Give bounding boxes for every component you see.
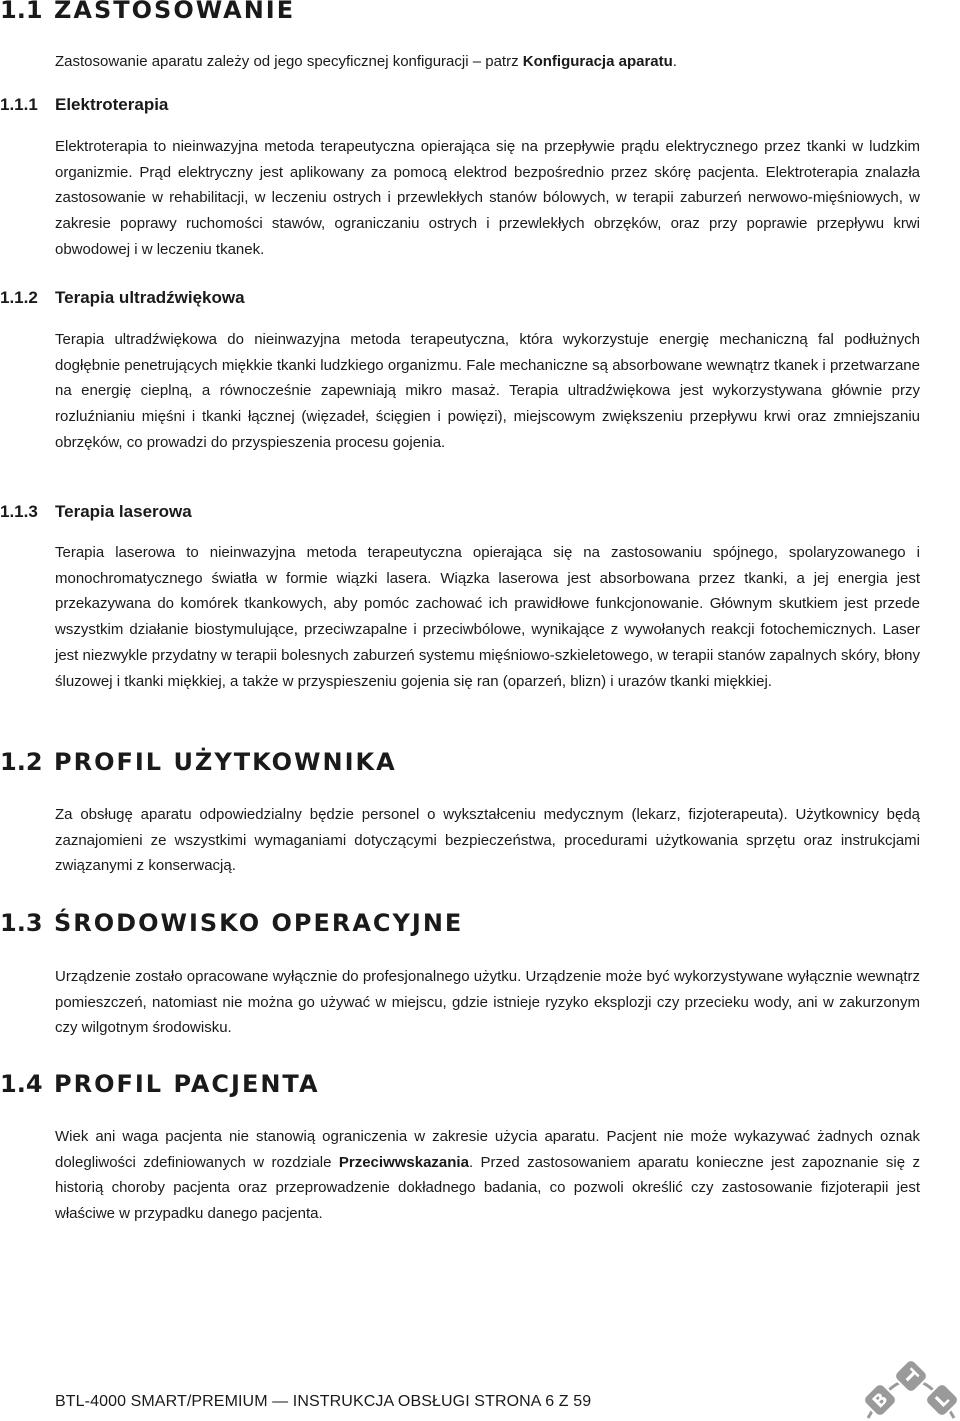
heading-number: 1.1.3 bbox=[0, 502, 38, 521]
heading-1-4 bbox=[0, 1070, 320, 1098]
heading-number: 1.1.2 bbox=[0, 288, 38, 307]
heading-title: Terapia laserowa bbox=[55, 502, 192, 521]
btl-logo-icon bbox=[862, 1352, 960, 1421]
page-footer: BTL-4000 SMART/PREMIUM — INSTRUKCJA OBSŁUGI STRONA 6 Z 59 bbox=[55, 1393, 592, 1410]
intro-paragraph: Zastosowanie aparatu zależy od jego specyficznej konfiguracji – patrz Konfiguracja aparatu. bbox=[55, 53, 677, 70]
heading-number: 1.1 bbox=[0, 0, 43, 24]
logo-letter-b: B bbox=[869, 1389, 893, 1413]
heading-title: PROFIL UŻYTKOWNIKA bbox=[54, 748, 397, 776]
paragraph-ultradzwieki: Terapia ultradźwiękowa do nieinwazyjna metoda terapeutyczna, która wykorzystuje energię mechaniczną fal podłużnych dogłębnie penetrujących miękkie tkanki ludzkiego organizmu. Fale mechaniczne są absorbowane wewnątrz tkanek i przetwarzane na energię cieplną, a równocześnie zapewniają mikro masaż. Terapia ultradźwiękowa jest wykorzystywana głównie przy rozluźnianiu mięśni i tkanki łącznej (więzadeł, ścięgien i powięzi), miejscowym zwiększeniu przepływu krwi oraz zmniejszaniu obrzęków, co prowadzi do przyspieszenia procesu gojenia. bbox=[55, 331, 920, 451]
paragraph-profil-uzytkownika: Za obsługę aparatu odpowiedzialny będzie personel o wykształceniu medycznym (lekarz, fizjoterapeuta). Użytkownicy będą zaznajomieni ze wszystkimi wymaganiami dotyczącymi bezpieczeństwa, procedurami użytkowania sprzętu oraz instrukcjami związanymi z konserwacją. bbox=[55, 806, 920, 875]
paragraph-elektroterapia: Elektroterapia to nieinwazyjna metoda terapeutyczna opierająca się na przepływie prądu elektrycznego przez tkanki w ludzkim organizmie. Prąd elektryczny jest aplikowany za pomocą elektrod bezpośrednio przez skórę pacjenta. Elektroterapia znalazła zastosowanie w rehabilitacji, w leczeniu ostrych i przewlekłych stanów bólowych, w terapii zaburzeń nerwowo-mięśniowych, w zakresie poprawy ruchomości stawów, ograniczaniu ostrych i przewlekłych obrzęków, oraz przy poprawie przepływu krwi obwodowej i w leczeniu tkanek. bbox=[55, 138, 920, 258]
heading-1-1-2 bbox=[0, 288, 245, 308]
paragraph-profil-pacjenta: Wiek ani waga pacjenta nie stanowią ograniczenia w zakresie użycia aparatu. Pacjent nie może wykazywać żadnych oznak dolegliwości zdefiniowanych w rozdziale Przeciwwskazania. Przed zastosowaniem aparatu konieczne jest zapoznanie się z historią choroby pacjenta oraz przeprowadzenie dokładnego badania, co pozwoli określić czy zastosowanie fizjoterapii jest właściwe w przypadku danego pacjenta. bbox=[55, 1128, 920, 1223]
heading-title: Elektroterapia bbox=[55, 95, 169, 114]
btl-logo bbox=[862, 1352, 960, 1421]
heading-number: 1.3 bbox=[0, 909, 43, 937]
logo-letter-l: L bbox=[931, 1389, 954, 1412]
heading-number: 1.4 bbox=[0, 1070, 43, 1098]
link-przeciwwskazania[interactable]: Przeciwwskazania bbox=[338, 1153, 469, 1171]
heading-number: 1.2 bbox=[0, 748, 43, 776]
logo-letter-t: T bbox=[899, 1365, 922, 1388]
heading-title: ZASTOSOWANIE bbox=[54, 0, 296, 24]
heading-title: PROFIL PACJENTA bbox=[54, 1070, 320, 1098]
heading-1-1-1 bbox=[0, 95, 168, 115]
heading-title: Terapia ultradźwiękowa bbox=[55, 288, 245, 307]
heading-1-3 bbox=[0, 909, 463, 937]
heading-number: 1.1.1 bbox=[0, 95, 38, 114]
heading-1-1-3 bbox=[0, 502, 192, 522]
heading-title: ŚRODOWISKO OPERACYJNE bbox=[54, 909, 464, 937]
paragraph-srodowisko: Urządzenie zostało opracowane wyłącznie do profesjonalnego użytku. Urządzenie może być wykorzystywane wyłącznie wewnątrz pomieszczeń, natomiast nie można go używać w miejscu, gdzie istnieje ryzyko eksplozji czy przecieku wody, ani w zakurzonym czy wilgotnym środowisku. bbox=[55, 968, 920, 1037]
heading-1-1 bbox=[0, 0, 295, 24]
link-konfiguracja[interactable]: Konfiguracja aparatu bbox=[522, 53, 673, 70]
heading-1-2 bbox=[0, 748, 397, 776]
paragraph-laser: Terapia laserowa to nieinwazyjna metoda terapeutyczna opierająca się na zastosowaniu spójnego, spolaryzowanego i monochromatycznego światła w formie wiązki lasera. Wiązka laserowa jest absorbowana przez tkanki, a jej energia jest przekazywana do komórek tkankowych, aby pomóc zachować ich prawidłowe funkcjonowanie. Głównym skutkiem jest przede wszystkim działanie biostymulujące, przeciwzapalne i przeciwbólowe, wynikające z wywołanych reakcji fotochemicznych. Laser jest niezwykle przydatny w terapii bolesnych zaburzeń systemu mięśniowo-szkieletowego, w terapii stanów zapalnych skóry, błony śluzowej i tkanki miękkiej, a także w przyspieszeniu gojenia się ran (oparzeń, blizn) i urazów tkanki miękkiej. bbox=[55, 544, 920, 690]
